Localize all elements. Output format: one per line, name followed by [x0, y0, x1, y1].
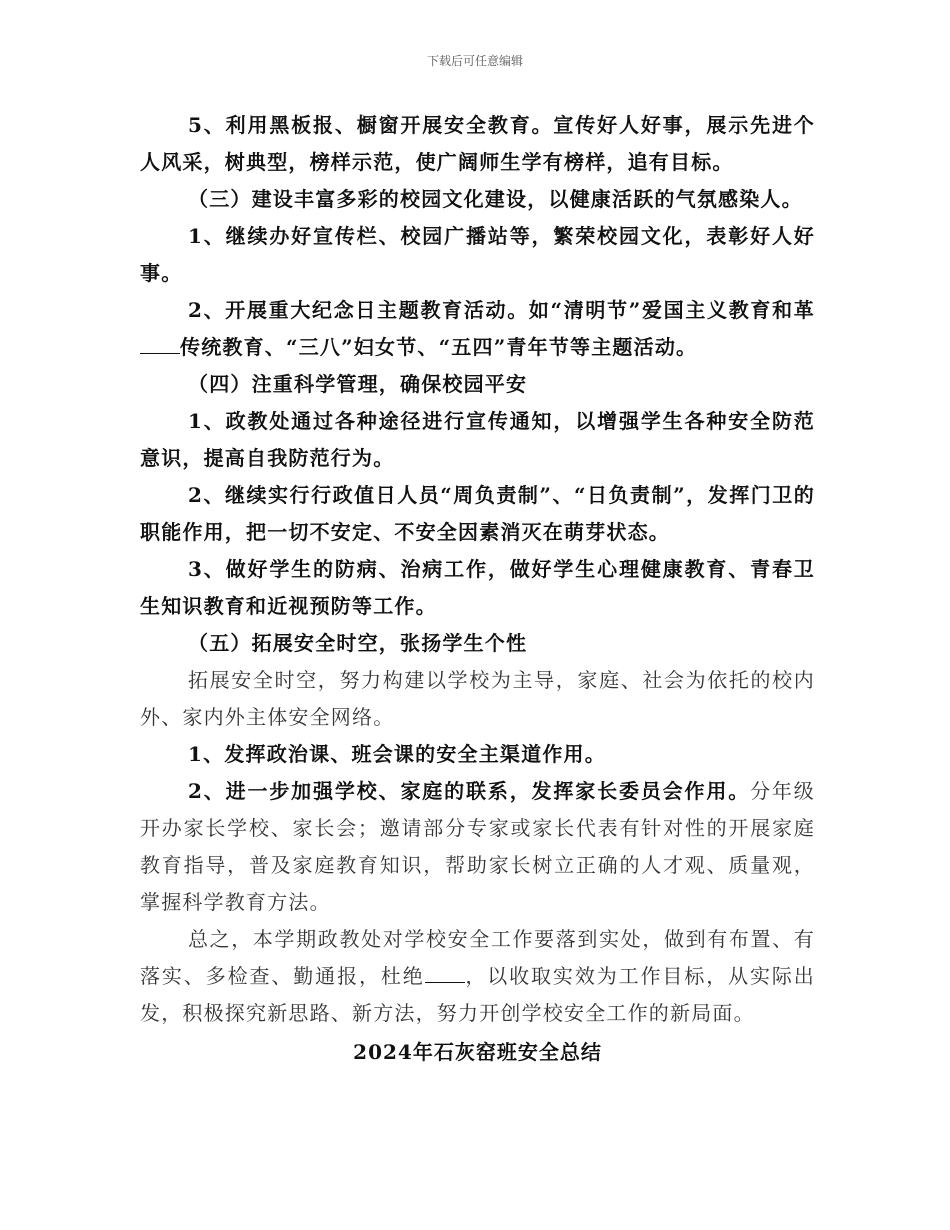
paragraph-memorial-days [140, 292, 815, 366]
blank-underline-2 [425, 964, 465, 983]
paragraph-family-link-rest: 分年级开办家长学校、家长会；邀请部分专家或家长代表有针对性的开展家庭教育指导，普及家庭教育知识，帮助家长树立正确的人才观、质量观，掌握科学教育方法。 [140, 779, 815, 914]
paragraph-awareness: 1、政教处通过各种途径进行宣传通知，以增强学生各种安全防范意识，提高自我防范行为。 [140, 409, 815, 470]
paragraph-memorial-days-part2: 传统教育、“三八”妇女节、“五四”青年节等主题活动。 [180, 335, 698, 359]
paragraph-publicity: 1、继续办好宣传栏、校园广播站等，繁荣校园文化，表彰好人好事。 [140, 224, 815, 285]
paragraph-duty-system: 2、继续实行行政值日人员“周负责制”、“日负责制”，发挥门卫的职能作用，把一切不安定、不安全因素消灭在萌芽状态。 [140, 483, 815, 544]
paragraph-memorial-days-part1: 2、开展重大纪念日主题教育活动。如“清明节”爱国主义教育和革 [188, 298, 815, 322]
document-title: 2024年石灰窑班安全总结 [353, 1040, 602, 1064]
paragraph-family-link [140, 773, 815, 921]
document-body [140, 107, 815, 1071]
paragraph-blackboard: 5、利用黑板报、橱窗开展安全教育。宣传好人好事，展示先进个人风采，树典型，榜样示范，使广阔师生学有榜样，追有目标。 [140, 113, 815, 174]
paragraph-summary [140, 921, 815, 1032]
paragraph-summary-part1: 总之，本学期政教处对学校安全工作要落到实处，做到有布置、有落实、多检查、勤通报，杜绝 [140, 927, 815, 988]
section-heading-4: （四）注重科学管理，确保校园平安 [188, 372, 528, 396]
section-heading-3: （三）建设丰富多彩的校园文化建设，以健康活跃的气氛感染人。 [188, 187, 803, 211]
paragraph-summary-part2: ，以收取实效为工作目标，从实际出发，积极探究新思路、新方法，努力开创学校安全工作的新局面。 [140, 964, 815, 1025]
page-header: 下载后可任意编辑 [426, 54, 523, 68]
paragraph-safety-network: 拓展安全时空，努力构建以学校为主导，家庭、社会为依托的校内外、家内外主体安全网络。 [140, 668, 815, 729]
paragraph-health: 3、做好学生的防病、治病工作，做好学生心理健康教育、青春卫生知识教育和近视预防等工作。 [140, 557, 815, 618]
blank-underline [140, 335, 180, 354]
paragraph-family-link-bold: 2、进一步加强学校、家庭的联系，发挥家长委员会作用。 [188, 779, 751, 803]
paragraph-political-class: 1、发挥政治课、班会课的安全主渠道作用。 [188, 742, 606, 766]
section-heading-5: （五）拓展安全时空，张扬学生个性 [188, 631, 528, 655]
